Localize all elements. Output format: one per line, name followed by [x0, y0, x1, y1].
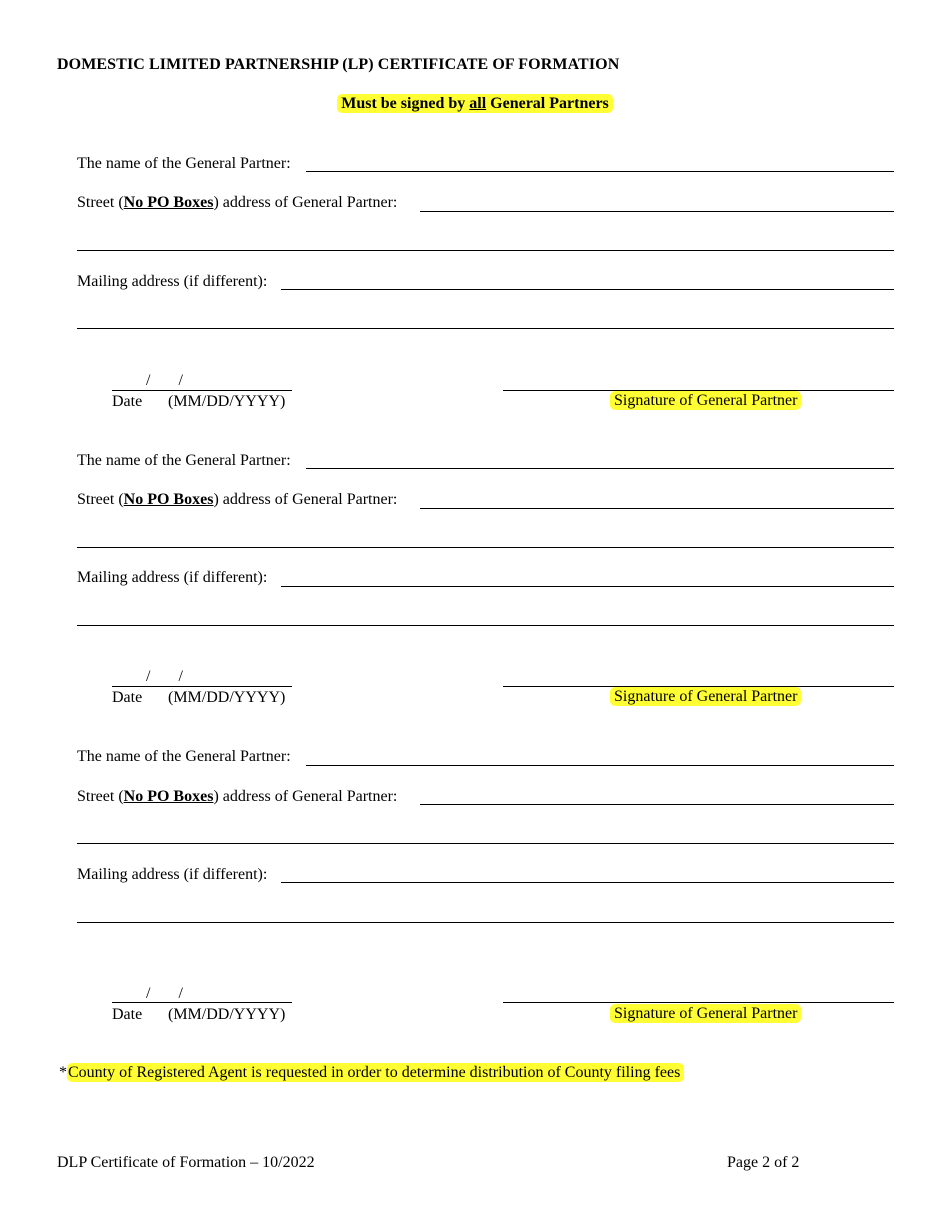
footer-form-id: DLP Certificate of Formation – 10/2022	[57, 1154, 315, 1171]
date-label: Date	[112, 1006, 143, 1023]
mailing-address-field-line-2[interactable]	[77, 922, 894, 923]
street-address-label: Street (No PO Boxes) address of General Partner:	[77, 491, 398, 508]
street-address-field-line-2[interactable]	[77, 843, 894, 844]
street-address-field[interactable]	[420, 804, 894, 805]
general-partner-name-field[interactable]	[306, 171, 894, 172]
date-slashes: / /	[146, 372, 183, 389]
date-slashes: / /	[146, 668, 183, 685]
date-field[interactable]	[112, 686, 292, 687]
date-slashes: / /	[146, 985, 183, 1002]
mailing-address-label: Mailing address (if different):	[77, 569, 268, 586]
mailing-address-field[interactable]	[281, 882, 894, 883]
signature-label: Signature of General Partner	[610, 392, 801, 410]
street-address-label: Street (No PO Boxes) address of General Partner:	[77, 788, 398, 805]
general-partner-name-label: The name of the General Partner:	[77, 748, 291, 765]
mailing-address-label: Mailing address (if different):	[77, 273, 268, 290]
mailing-address-label: Mailing address (if different):	[77, 866, 268, 883]
street-address-field-line-2[interactable]	[77, 547, 894, 548]
mailing-address-field-line-2[interactable]	[77, 625, 894, 626]
signature-field[interactable]	[503, 1002, 894, 1003]
date-format-label: (MM/DD/YYYY)	[168, 393, 286, 410]
mailing-address-field[interactable]	[281, 289, 894, 290]
mailing-address-field[interactable]	[281, 586, 894, 587]
street-address-field[interactable]	[420, 211, 894, 212]
date-label: Date	[112, 393, 143, 410]
general-partner-name-label: The name of the General Partner:	[77, 452, 291, 469]
street-address-label: Street (No PO Boxes) address of General Partner:	[77, 194, 398, 211]
date-format-label: (MM/DD/YYYY)	[168, 689, 286, 706]
footer-page-number: Page 2 of 2	[727, 1154, 800, 1171]
county-filing-fee-note: *County of Registered Agent is requested in order to determine distribution of County filing fees	[59, 1064, 684, 1082]
date-label: Date	[112, 689, 143, 706]
signature-label: Signature of General Partner	[610, 1005, 801, 1023]
date-format-label: (MM/DD/YYYY)	[168, 1006, 286, 1023]
signing-requirement-notice: Must be signed by all General Partners	[0, 95, 950, 113]
street-address-field[interactable]	[420, 508, 894, 509]
date-field[interactable]	[112, 390, 292, 391]
general-partner-name-label: The name of the General Partner:	[77, 155, 291, 172]
signature-label: Signature of General Partner	[610, 688, 801, 706]
document-title: DOMESTIC LIMITED PARTNERSHIP (LP) CERTIFICATE OF FORMATION	[57, 56, 620, 73]
street-address-field-line-2[interactable]	[77, 250, 894, 251]
general-partner-name-field[interactable]	[306, 468, 894, 469]
general-partner-name-field[interactable]	[306, 765, 894, 766]
mailing-address-field-line-2[interactable]	[77, 328, 894, 329]
date-field[interactable]	[112, 1002, 292, 1003]
